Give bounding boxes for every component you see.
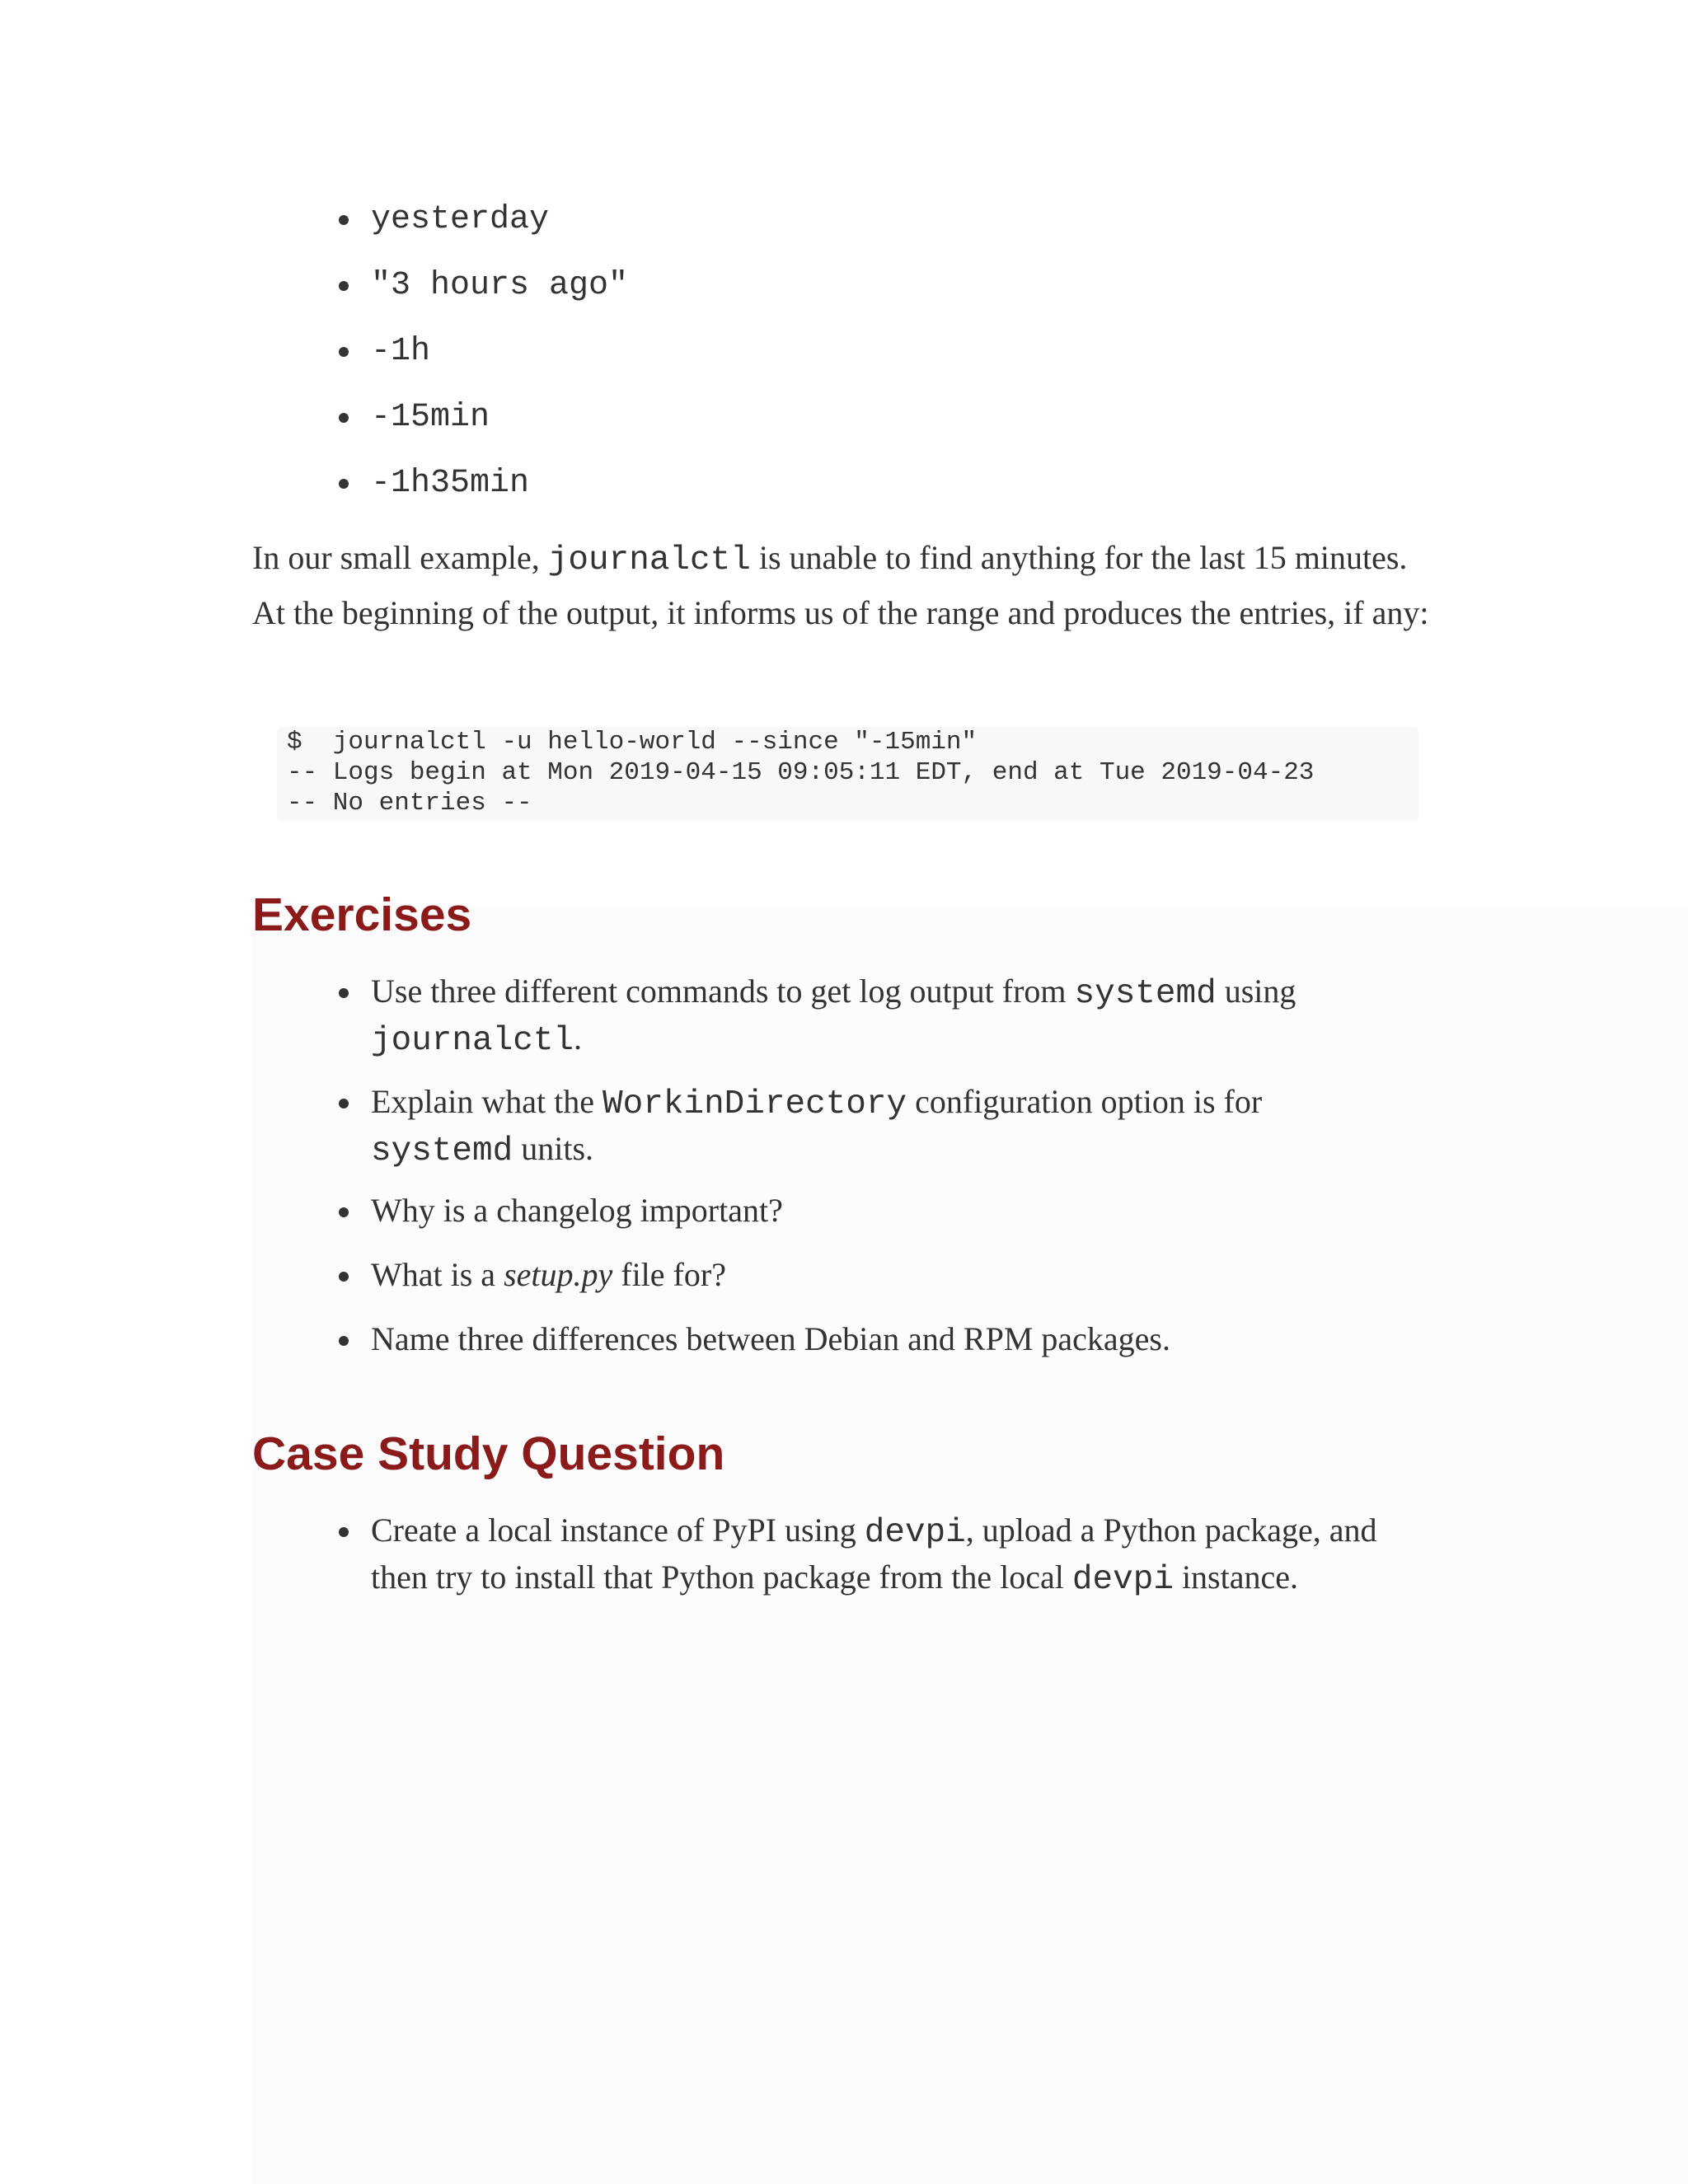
bullet-icon xyxy=(339,479,349,489)
exercise-item: Why is a changelog important? xyxy=(371,1188,1442,1232)
code-line: -- No entries -- xyxy=(287,789,532,818)
bullet-icon xyxy=(339,215,349,225)
time-example: -15min xyxy=(371,399,490,436)
time-example: "3 hours ago" xyxy=(371,267,629,304)
time-example: -1h xyxy=(371,333,431,370)
bullet-icon xyxy=(339,413,349,423)
code-line: -- Logs begin at Mon 2019-04-15 09:05:11 EDT, end at Tue 2019-04-23 xyxy=(287,758,1315,787)
inline-code: systemd xyxy=(371,1132,513,1170)
time-example: -1h35min xyxy=(371,465,530,502)
list-item xyxy=(371,464,529,504)
bullet-icon xyxy=(339,1272,349,1282)
inline-code: journalctl xyxy=(371,1022,574,1060)
exercises-heading: Exercises xyxy=(252,888,472,941)
code-block xyxy=(277,727,1418,821)
exercise-item: What is a setup.py file for? xyxy=(371,1253,1442,1296)
code-line: $ journalctl -u hello-world --since "-15min" xyxy=(287,728,978,757)
inline-code: devpi xyxy=(1071,1561,1174,1599)
bullet-icon xyxy=(339,1207,349,1217)
bullet-icon xyxy=(339,281,349,291)
inline-code: journalctl xyxy=(547,541,751,579)
filename-emphasis: setup.py xyxy=(504,1256,613,1293)
case-study-item: Create a local instance of PyPI using devpi, upload a Python package, and then try to install that Python package from the local devpi instance. xyxy=(371,1508,1442,1602)
exercise-item: Name three differences between Debian and RPM packages. xyxy=(371,1317,1442,1361)
case-study-heading: Case Study Question xyxy=(252,1427,725,1480)
bullet-icon xyxy=(339,1336,349,1346)
body-paragraph: In our small example, journalctl is unable to find anything for the last 15 minutes. At the beginning of the output, it informs us of the range and produces the entries, if any: xyxy=(252,539,1429,631)
list-item xyxy=(371,266,628,306)
bullet-icon xyxy=(339,1527,349,1537)
inline-code: WorkinDirectory xyxy=(603,1085,907,1123)
list-item xyxy=(371,398,490,438)
bullet-icon xyxy=(339,988,349,998)
bullet-icon xyxy=(339,347,349,357)
exercise-item: Explain what the WorkinDirectory configuration option is for systemd units. xyxy=(371,1080,1442,1174)
inline-code: devpi xyxy=(864,1514,966,1552)
inline-code: systemd xyxy=(1074,975,1217,1013)
list-item xyxy=(371,200,549,240)
exercise-item: Use three different commands to get log output from systemd using journalctl. xyxy=(371,969,1442,1063)
list-item xyxy=(371,332,430,372)
bullet-icon xyxy=(339,1099,349,1108)
time-example: yesterday xyxy=(371,201,550,238)
